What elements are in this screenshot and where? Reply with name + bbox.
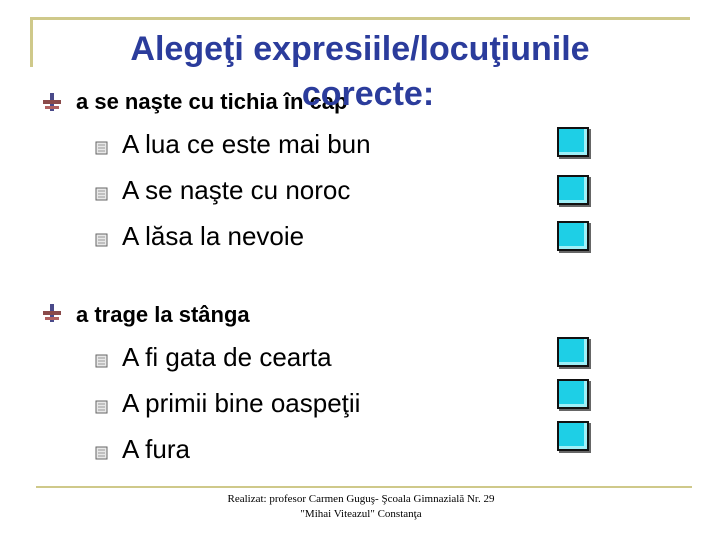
question-2-heading: a trage la stânga xyxy=(76,302,250,327)
q1-option-3: A lăsa la nevoie xyxy=(122,221,305,251)
pen-bullet-icon xyxy=(42,303,62,323)
footer-line-2: "Mihai Viteazul" Constanţa xyxy=(300,508,422,520)
frame-bottom-line xyxy=(36,486,692,488)
q2-option-3-checkbox[interactable] xyxy=(557,421,589,451)
q2-option-3: A fura xyxy=(122,434,190,464)
footer-credit xyxy=(180,492,542,522)
pen-bullet-icon xyxy=(42,92,62,112)
footer-line-1: Realizat: profesor Carmen Guguş- Şcoala Gimnazială Nr. 29 xyxy=(227,493,495,505)
q1-option-2-checkbox[interactable] xyxy=(557,175,589,205)
slide-title: Alegeţi expresiile/locuţiunile xyxy=(130,30,590,68)
q1-option-1: A lua ce este mai bun xyxy=(122,129,371,159)
q2-option-2: A primii bine oaspeţii xyxy=(122,388,361,418)
page-bullet-icon xyxy=(95,141,109,155)
q2-option-2-checkbox[interactable] xyxy=(557,379,589,409)
question-1-heading: a se naşte cu tichia în cap xyxy=(76,89,348,114)
page-bullet-icon xyxy=(95,446,109,460)
q1-option-2: A se naşte cu noroc xyxy=(122,175,351,205)
q2-option-1-checkbox[interactable] xyxy=(557,337,589,367)
page-bullet-icon xyxy=(95,400,109,414)
page-bullet-icon xyxy=(95,354,109,368)
slide-title-line2: corecte: xyxy=(301,75,435,113)
frame-top-line xyxy=(30,17,690,20)
q1-option-1-checkbox[interactable] xyxy=(557,127,589,157)
q1-option-3-checkbox[interactable] xyxy=(557,221,589,251)
page-bullet-icon xyxy=(95,233,109,247)
page-bullet-icon xyxy=(95,187,109,201)
q2-option-1: A fi gata de cearta xyxy=(122,342,332,372)
